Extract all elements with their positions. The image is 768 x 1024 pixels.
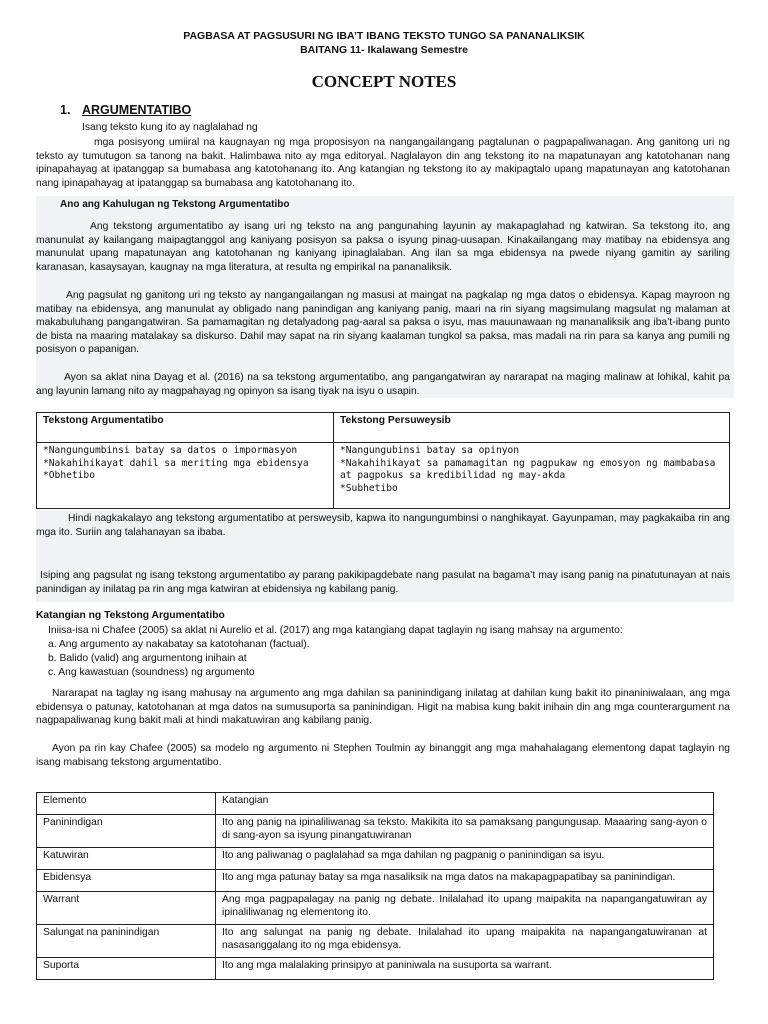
section-heading: ARGUMENTATIBO	[82, 103, 192, 117]
list-item: *Subhetibo	[340, 482, 398, 494]
table-header: Tekstong Persuweysib	[334, 413, 730, 443]
element-name: Paninindigan	[37, 815, 216, 848]
list-item: b. Balido (valid) ang argumentong inihain at	[48, 653, 247, 664]
intro-line: Isang teksto kung ito ay naglalahad ng	[82, 122, 258, 133]
katangian-paragraph-1: Nararapat na taglay ng isang mahusay na argumento ang mga dahilan sa paninindigang inilatag at dahilan kung bakit ito pinaniniwalaan, ang mga ebidensya o patunay, katotohanan at mga datos na sumusuporta sa paninindigan. Higit na mabisa kung bakit inihain din ang mga counterargument na nagpapaliwanag kung bakit mali at hindi makatuwiran ang kabilang panig.	[36, 688, 730, 726]
element-name: Suporta	[37, 958, 216, 980]
document-header-line1: PAGBASA AT PAGSUSURI NG IBA’T IBANG TEKSTO TUNGO SA PANANALIKSIK	[183, 30, 585, 42]
comparison-table	[36, 412, 730, 509]
table-header: Katangian	[216, 793, 714, 815]
list-item: *Nakahihikayat dahil sa meriting mga ebidensya	[43, 457, 309, 469]
element-description: Ito ang mga patunay batay sa mga nasaliksik na mga datos na makapagpapatibay sa paninindigan.	[216, 870, 714, 892]
element-description: Ito ang mga malalaking prinsipyo at paniniwala na susuporta sa warrant.	[216, 958, 714, 980]
element-name: Katuwiran	[37, 848, 216, 870]
table-row	[37, 892, 714, 925]
list-item: *Nakahihikayat sa pamamagitan ng pagpukaw ng emosyon ng mambabasa at pagpokus sa kredibilidad ng may-akda	[340, 457, 716, 481]
table-row	[37, 815, 714, 848]
table-row	[37, 958, 714, 980]
table-row	[37, 870, 714, 892]
debate-paragraph: Isiping ang pagsulat ng isang tekstong argumentatibo ay parang pakikipagdebate nang pasulat na bagama’t may isang panig na pinatutunayan at nais panindigan ay inilatag pa rin ang mga katwiran at ebidensiya ng kabilang panig.	[36, 570, 730, 595]
element-description: Ito ang salungat na panig ng debate. Inilalahad ito upang maipakita na napangangatuwiranan at nasasanggalang ito ng mga ebidensya.	[216, 925, 714, 958]
page-title: CONCEPT NOTES	[311, 72, 457, 91]
element-name: Warrant	[37, 892, 216, 925]
table-row	[37, 848, 714, 870]
kahulugan-heading: Ano ang Kahulugan ng Tekstong Argumentatibo	[60, 199, 290, 210]
table-header: Tekstong Argumentatibo	[37, 413, 334, 443]
intro-paragraph: mga posisyong umiiral na kaugnayan ng mga proposisyon na nangangailangang pagtalunan o pagpapaliwanagan. Ang ganitong uri ng teksto ay tumutugon sa tanong na bakit. Halimbawa nito ay mga editoryal. Naglalayon din ang tekstong ito na mapatunayan ang katotohanan nang ipinapahayag at ipatanggap sa bumabasa ang katotohanang ito. Ang katangian ng tekstong ito ay makipagtalo upang mapatunayan ang katotohanan nang ipinapahayag at ipatanggap sa bumabasa ang katotohanang ito.	[36, 137, 730, 189]
table-header: Elemento	[37, 793, 216, 815]
katangian-heading: Katangian ng Tekstong Argumentatibo	[36, 610, 225, 621]
list-item: *Nangungubinsi batay sa opinyon	[340, 445, 520, 456]
element-name: Ebidensya	[37, 870, 216, 892]
kahulugan-paragraph-2: Ang pagsulat ng ganitong uri ng teksto ay nangangailangan ng masusi at maingat na pagkalap ng mga datos o ebidensya. Kapag mayroon ng matibay na ebidensya, ang manunulat ay obligado nang panindigan ang kaniyang panig, maari na rin siyang magsimulang magsulat ng malaman at makabuluhang pangangatwiran. Sa pamamagitan ng detalyadong pag-aaral sa paksa o isyu, mas mauunawaan ng mananaliksik ang iba’t-ibang punto de bista na maaring matalakay sa diskurso. Dahil may sapat na rin siyang kaalaman tungkol sa paksa, mas madali na rin para sa kanya ang pumili ng posisyon o papanigan.	[36, 290, 730, 355]
elements-table	[36, 792, 714, 980]
section-number: 1.	[60, 103, 71, 117]
list-item: *Obhetibo	[43, 470, 95, 481]
list-item: a. Ang argumento ay nakabatay sa katotohanan (factual).	[48, 639, 310, 650]
table-row	[37, 925, 714, 958]
kahulugan-paragraph-1: Ang tekstong argumentatibo ay isang uri ng teksto na ang pangunahing layunin ay makapaglahad ng katwiran. Sa tekstong ito, ang manunulat ay kailangang maipagtanggol ang kaniyang posisyon sa paksa o isyung pinag-uusapan. Kinakailangang may matibay na ebidensya ang manunulat upang mapatunayan ang katotohanan ng kaniyang ipinaglalaban. Ang ilan sa mga ebidensya na pwede niyang gamitin ay sariling karanasan, kasaysayan, kaugnay na mga literatura, at resulta ng empirikal na pananaliksik.	[36, 221, 730, 273]
comparison-paragraph: Hindi nagkakalayo ang tekstong argumentatibo at persweysib, kapwa ito nangungumbinsi o nanghikayat. Gayunpaman, may pagkakaiba rin ang mga ito. Suriin ang talahanayan sa ibaba.	[36, 513, 730, 538]
element-description: Ang mga pagpapalagay na panig ng debate. Inilalahad ito upang maipakita na napangangatuwiran ay ipinaliliwanag ng elementong ito.	[216, 892, 714, 925]
katangian-intro: Iniisa-isa ni Chafee (2005) sa aklat ni Aurelio et al. (2017) ang mga katangiang dapat taglayin ng isang mahsay na argumento:	[48, 625, 623, 636]
element-name: Salungat na paninindigan	[37, 925, 216, 958]
element-description: Ito ang panig na ipinaliliwanag sa teksto. Makikita ito sa pamaksang pangungusap. Maaaring sang-ayon o di sang-ayon sa isyung pinangatuwiranan	[216, 815, 714, 848]
list-item: *Nangungumbinsi batay sa datos o impormasyon	[43, 445, 298, 456]
katangian-paragraph-2: Ayon pa rin kay Chafee (2005) sa modelo ng argumento ni Stephen Toulmin ay binanggit ang mga mahahalagang elementong dapat taglayin ng isang mabisang tekstong argumentatibo.	[36, 743, 730, 768]
kahulugan-paragraph-3: Ayon sa aklat nina Dayag et al. (2016) na sa tekstong argumentatibo, ang pangangatwiran ay nararapat na maging malinaw at lohikal, kahit pa ang layunin lamang nito ay magpahayag ng opinyon sa isang tiyak na isyu o usapin.	[36, 372, 730, 397]
element-description: Ito ang paliwanag o paglalahad sa mga dahilan ng pagpanig o paninindigan sa isyu.	[216, 848, 714, 870]
document-header-line2: BAITANG 11- Ikalawang Semestre	[300, 44, 468, 56]
list-item: c. Ang kawastuan (soundness) ng argumento	[48, 667, 255, 678]
